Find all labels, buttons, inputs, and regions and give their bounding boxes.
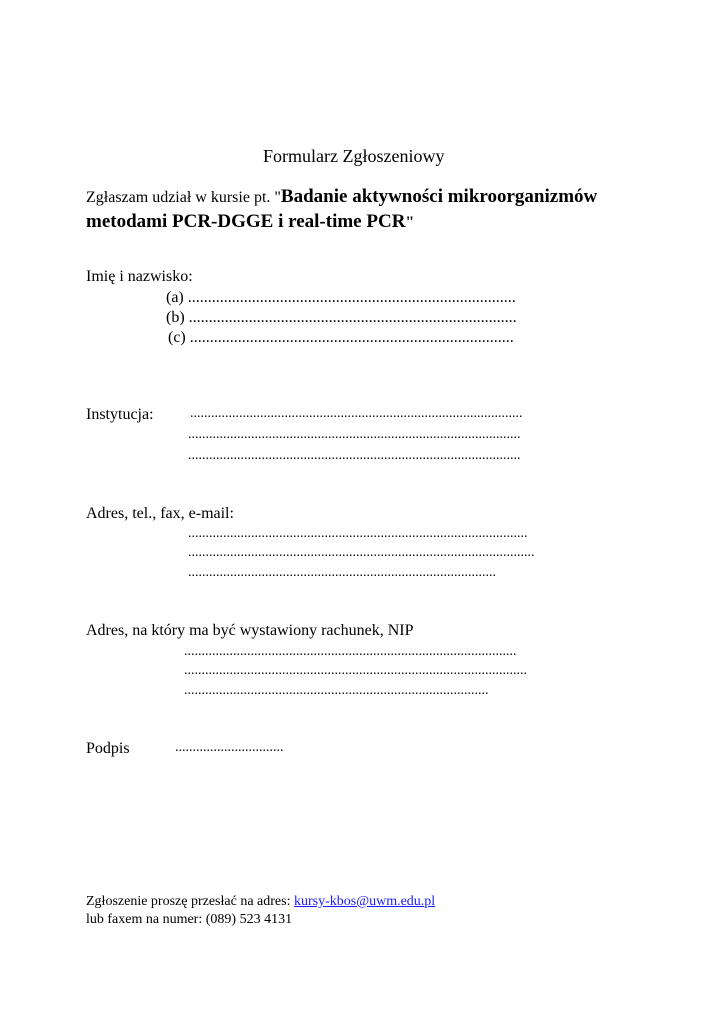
institution-line-1[interactable]: ...............................................................................................	[190, 406, 523, 421]
institution-line-3[interactable]: ...............................................................................................	[188, 448, 521, 463]
name-field-c[interactable]: (c) .................................................................................	[168, 329, 514, 346]
email-link[interactable]: kursy-kbos@uwm.edu.pl	[293, 894, 436, 909]
address-line-1[interactable]: .................................................................................................	[188, 526, 528, 541]
course-title-line-1: Badanie aktywności mikroorganizmów	[280, 186, 598, 207]
intro-line-2	[86, 211, 414, 233]
address-label: Adres, tel., fax, e-mail:	[86, 505, 234, 522]
billing-line-3[interactable]: .......................................................................................	[184, 683, 489, 698]
intro-line-1	[86, 186, 597, 208]
billing-line-1[interactable]: ...............................................................................................	[184, 644, 517, 659]
institution-line-2[interactable]: ...............................................................................................	[188, 427, 521, 442]
footer-line-1	[86, 894, 435, 910]
signature-label: Podpis	[86, 740, 130, 757]
signature-line[interactable]: ...............................	[175, 740, 284, 755]
course-title-line-2: metodami PCR-DGGE i real-time PCR	[86, 211, 406, 232]
billing-label: Adres, na który ma być wystawiony rachunek, NIP	[86, 622, 414, 639]
name-field-a[interactable]: (a) ..................................................................................	[166, 289, 516, 306]
name-field-b[interactable]: (b) ..................................................................................	[166, 309, 517, 326]
page-title: Formularz Zgłoszeniowy	[263, 146, 445, 166]
intro-suffix: "	[405, 214, 415, 231]
footer-send-text: Zgłoszenie proszę przesłać na adres:	[86, 894, 294, 909]
footer-line-2: lub faxem na numer: (089) 523 4131	[86, 912, 293, 927]
intro-prefix: Zgłaszam udział w kursie pt. "	[86, 189, 281, 206]
address-line-2[interactable]: ...................................................................................................	[188, 545, 535, 560]
billing-line-2[interactable]: ..................................................................................................	[184, 663, 527, 678]
institution-label: Instytucja:	[86, 406, 154, 423]
address-line-3[interactable]: ........................................................................................	[188, 565, 496, 580]
names-label: Imię i nazwisko:	[86, 268, 193, 285]
